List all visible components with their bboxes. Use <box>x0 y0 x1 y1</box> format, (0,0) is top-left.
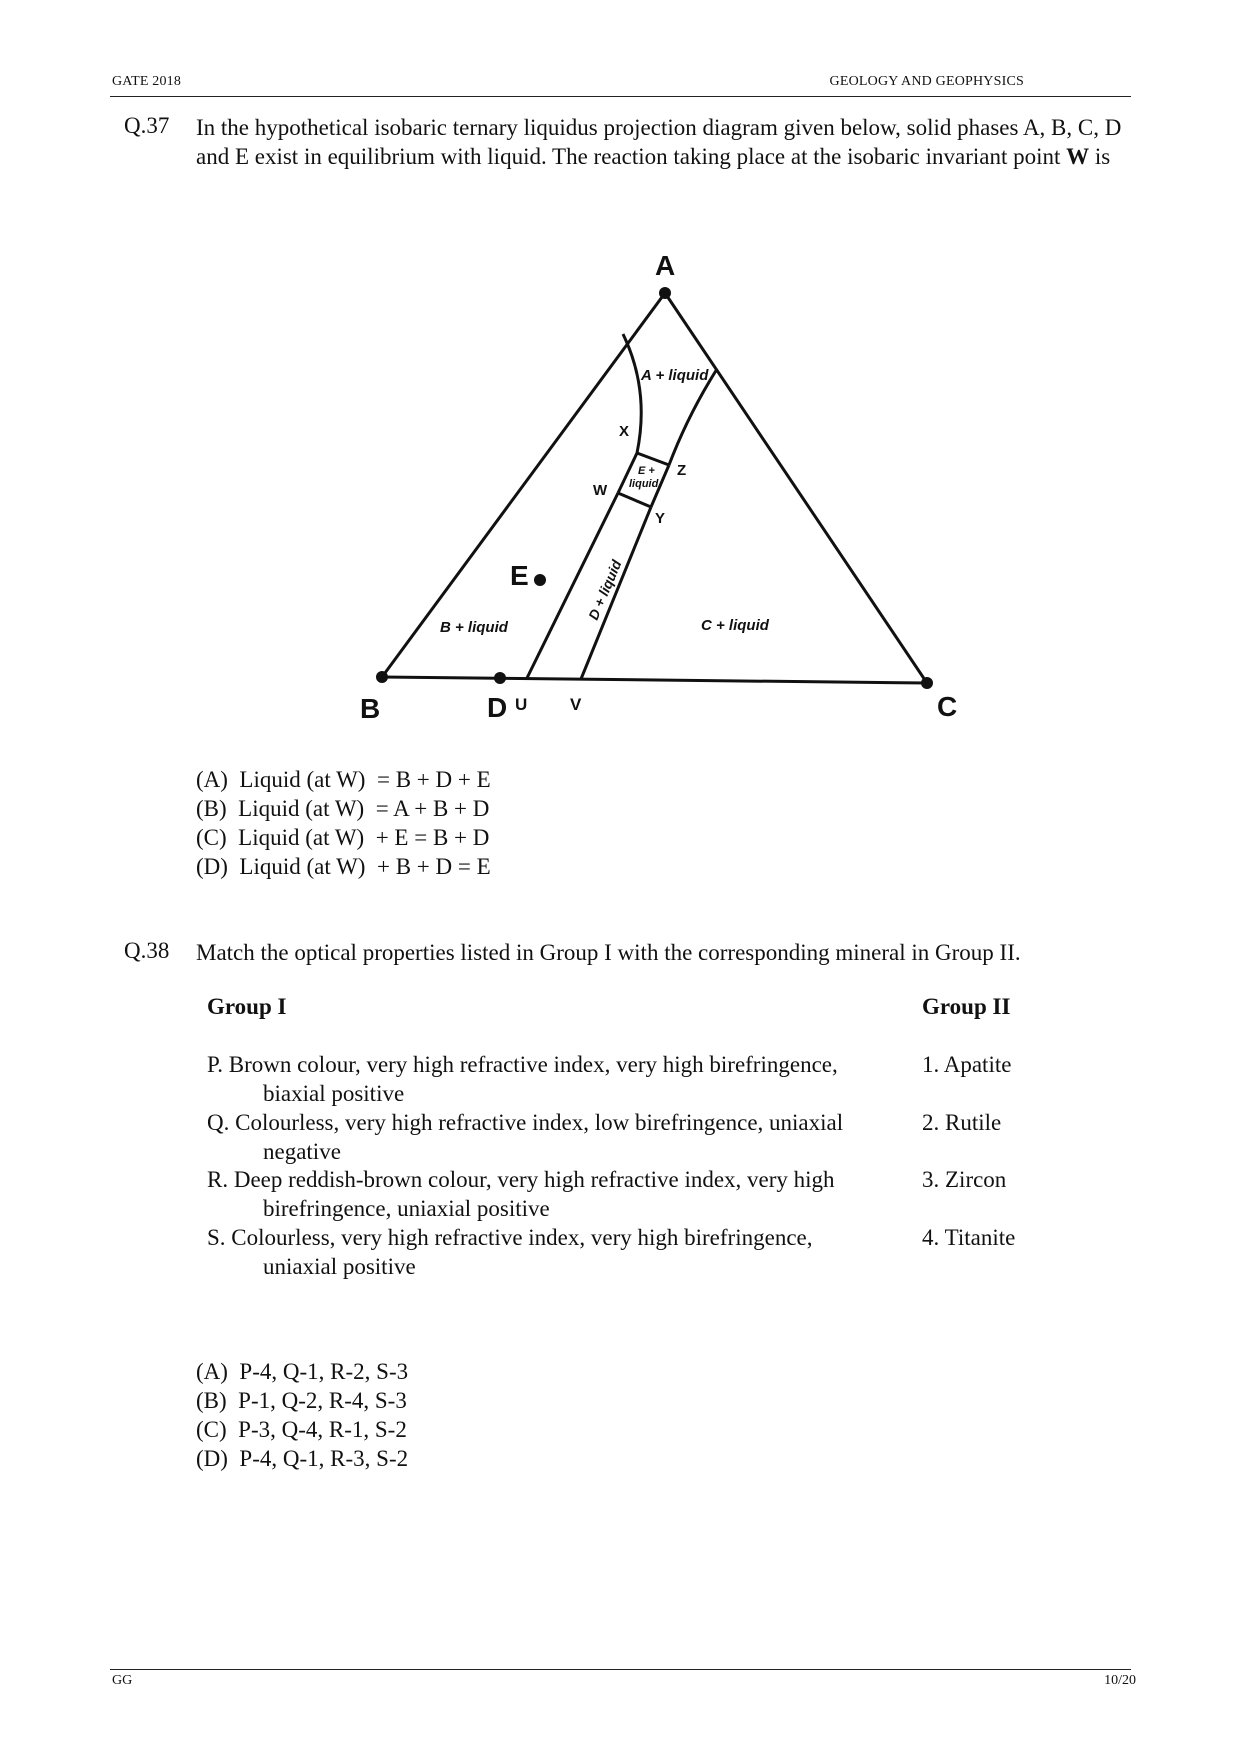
property-line: R. Deep reddish-brown colour, very high refractive index, very high <box>207 1167 835 1192</box>
point-c-marker <box>921 677 933 689</box>
property-row <box>207 1165 907 1223</box>
property-row <box>207 1223 907 1281</box>
option-b: (B) Liquid (at W) = A + B + D <box>196 796 490 821</box>
q38-options <box>196 1357 408 1473</box>
point-label-x: X <box>619 423 630 440</box>
question-text: Match the optical properties listed in Group I with the corresponding mineral in Group II. <box>196 940 1021 965</box>
footer-rule <box>110 1669 1131 1670</box>
question-text <box>196 113 1126 171</box>
vertex-label-a: A <box>655 250 676 281</box>
point-e-marker <box>534 574 546 586</box>
group-2-heading: Group II <box>922 994 1011 1019</box>
mineral-item: 2. Rutile <box>922 1110 1002 1135</box>
ternary-liquidus-diagram <box>355 245 975 725</box>
option-a: (A) Liquid (at W) = B + D + E <box>196 767 491 792</box>
mineral-item: 3. Zircon <box>922 1167 1007 1192</box>
group-1-heading: Group I <box>207 994 287 1019</box>
property-line: P. Brown colour, very high refractive index, very high birefringence, <box>207 1052 838 1077</box>
option-d: (D) Liquid (at W) + B + D = E <box>196 854 491 879</box>
q37-options <box>196 765 491 881</box>
question-number: Q.38 <box>124 938 170 963</box>
point-label-e: E <box>510 560 529 591</box>
property-line-cont: uniaxial positive <box>263 1254 416 1279</box>
property-line-cont: negative <box>263 1139 341 1164</box>
header-subject: GEOLOGY AND GEOPHYSICS <box>829 74 1024 89</box>
property-row <box>207 1108 907 1166</box>
boundary-yv <box>581 507 651 679</box>
property-row <box>207 1050 907 1108</box>
option-c: (C) P-3, Q-4, R-1, S-2 <box>196 1417 407 1442</box>
option-a: (A) P-4, Q-1, R-2, S-3 <box>196 1359 409 1384</box>
field-label-c-liquid: C + liquid <box>701 617 769 634</box>
field-label-b-liquid: B + liquid <box>440 619 508 636</box>
field-label-e-liquid-line1: E + <box>638 465 655 477</box>
triangle-edge-bc <box>382 677 927 683</box>
question-text-bold: W <box>1066 144 1090 169</box>
field-label-d-liquid: D + liquid <box>585 557 625 623</box>
mineral-item: 4. Titanite <box>922 1225 1016 1250</box>
footer-page-number: 10/20 <box>1104 1673 1136 1688</box>
property-line: Q. Colourless, very high refractive index, low birefringence, uniaxial <box>207 1110 844 1135</box>
option-b: (B) P-1, Q-2, R-4, S-3 <box>196 1388 407 1413</box>
mineral-item: 1. Apatite <box>922 1052 1012 1077</box>
question-number: Q.37 <box>124 113 170 138</box>
property-line-cont: birefringence, uniaxial positive <box>263 1196 550 1221</box>
option-d: (D) P-4, Q-1, R-3, S-2 <box>196 1446 409 1471</box>
option-c: (C) Liquid (at W) + E = B + D <box>196 825 490 850</box>
point-label-y: Y <box>655 510 666 527</box>
point-label-u: U <box>515 695 528 714</box>
vertex-label-b: B <box>360 693 381 724</box>
point-label-z: Z <box>677 462 687 479</box>
boundary-wy <box>618 493 651 507</box>
property-line-cont: biaxial positive <box>263 1081 405 1106</box>
point-label-w: W <box>593 482 608 499</box>
point-label-v: V <box>570 695 582 714</box>
point-a-marker <box>659 287 671 299</box>
point-d-marker <box>494 672 506 684</box>
header-exam-title: GATE 2018 <box>112 74 182 89</box>
point-label-d: D <box>487 692 508 723</box>
field-label-a-liquid: A + liquid <box>641 367 709 384</box>
question-text-part: is <box>1089 144 1111 169</box>
header-rule <box>110 96 1131 97</box>
boundary-xz <box>637 453 669 465</box>
vertex-label-c: C <box>937 691 958 722</box>
footer-paper-code: GG <box>112 1673 133 1688</box>
property-line: S. Colourless, very high refractive index, very high birefringence, <box>207 1225 813 1250</box>
question-text-part: In the hypothetical isobaric ternary liquidus projection diagram given below, solid phases A, B, C, D and E exist in equilibrium with liquid. The reaction taking place at the isobaric invariant point <box>196 115 1122 169</box>
point-b-marker <box>376 671 388 683</box>
field-label-e-liquid-line2: liquid <box>629 478 659 490</box>
